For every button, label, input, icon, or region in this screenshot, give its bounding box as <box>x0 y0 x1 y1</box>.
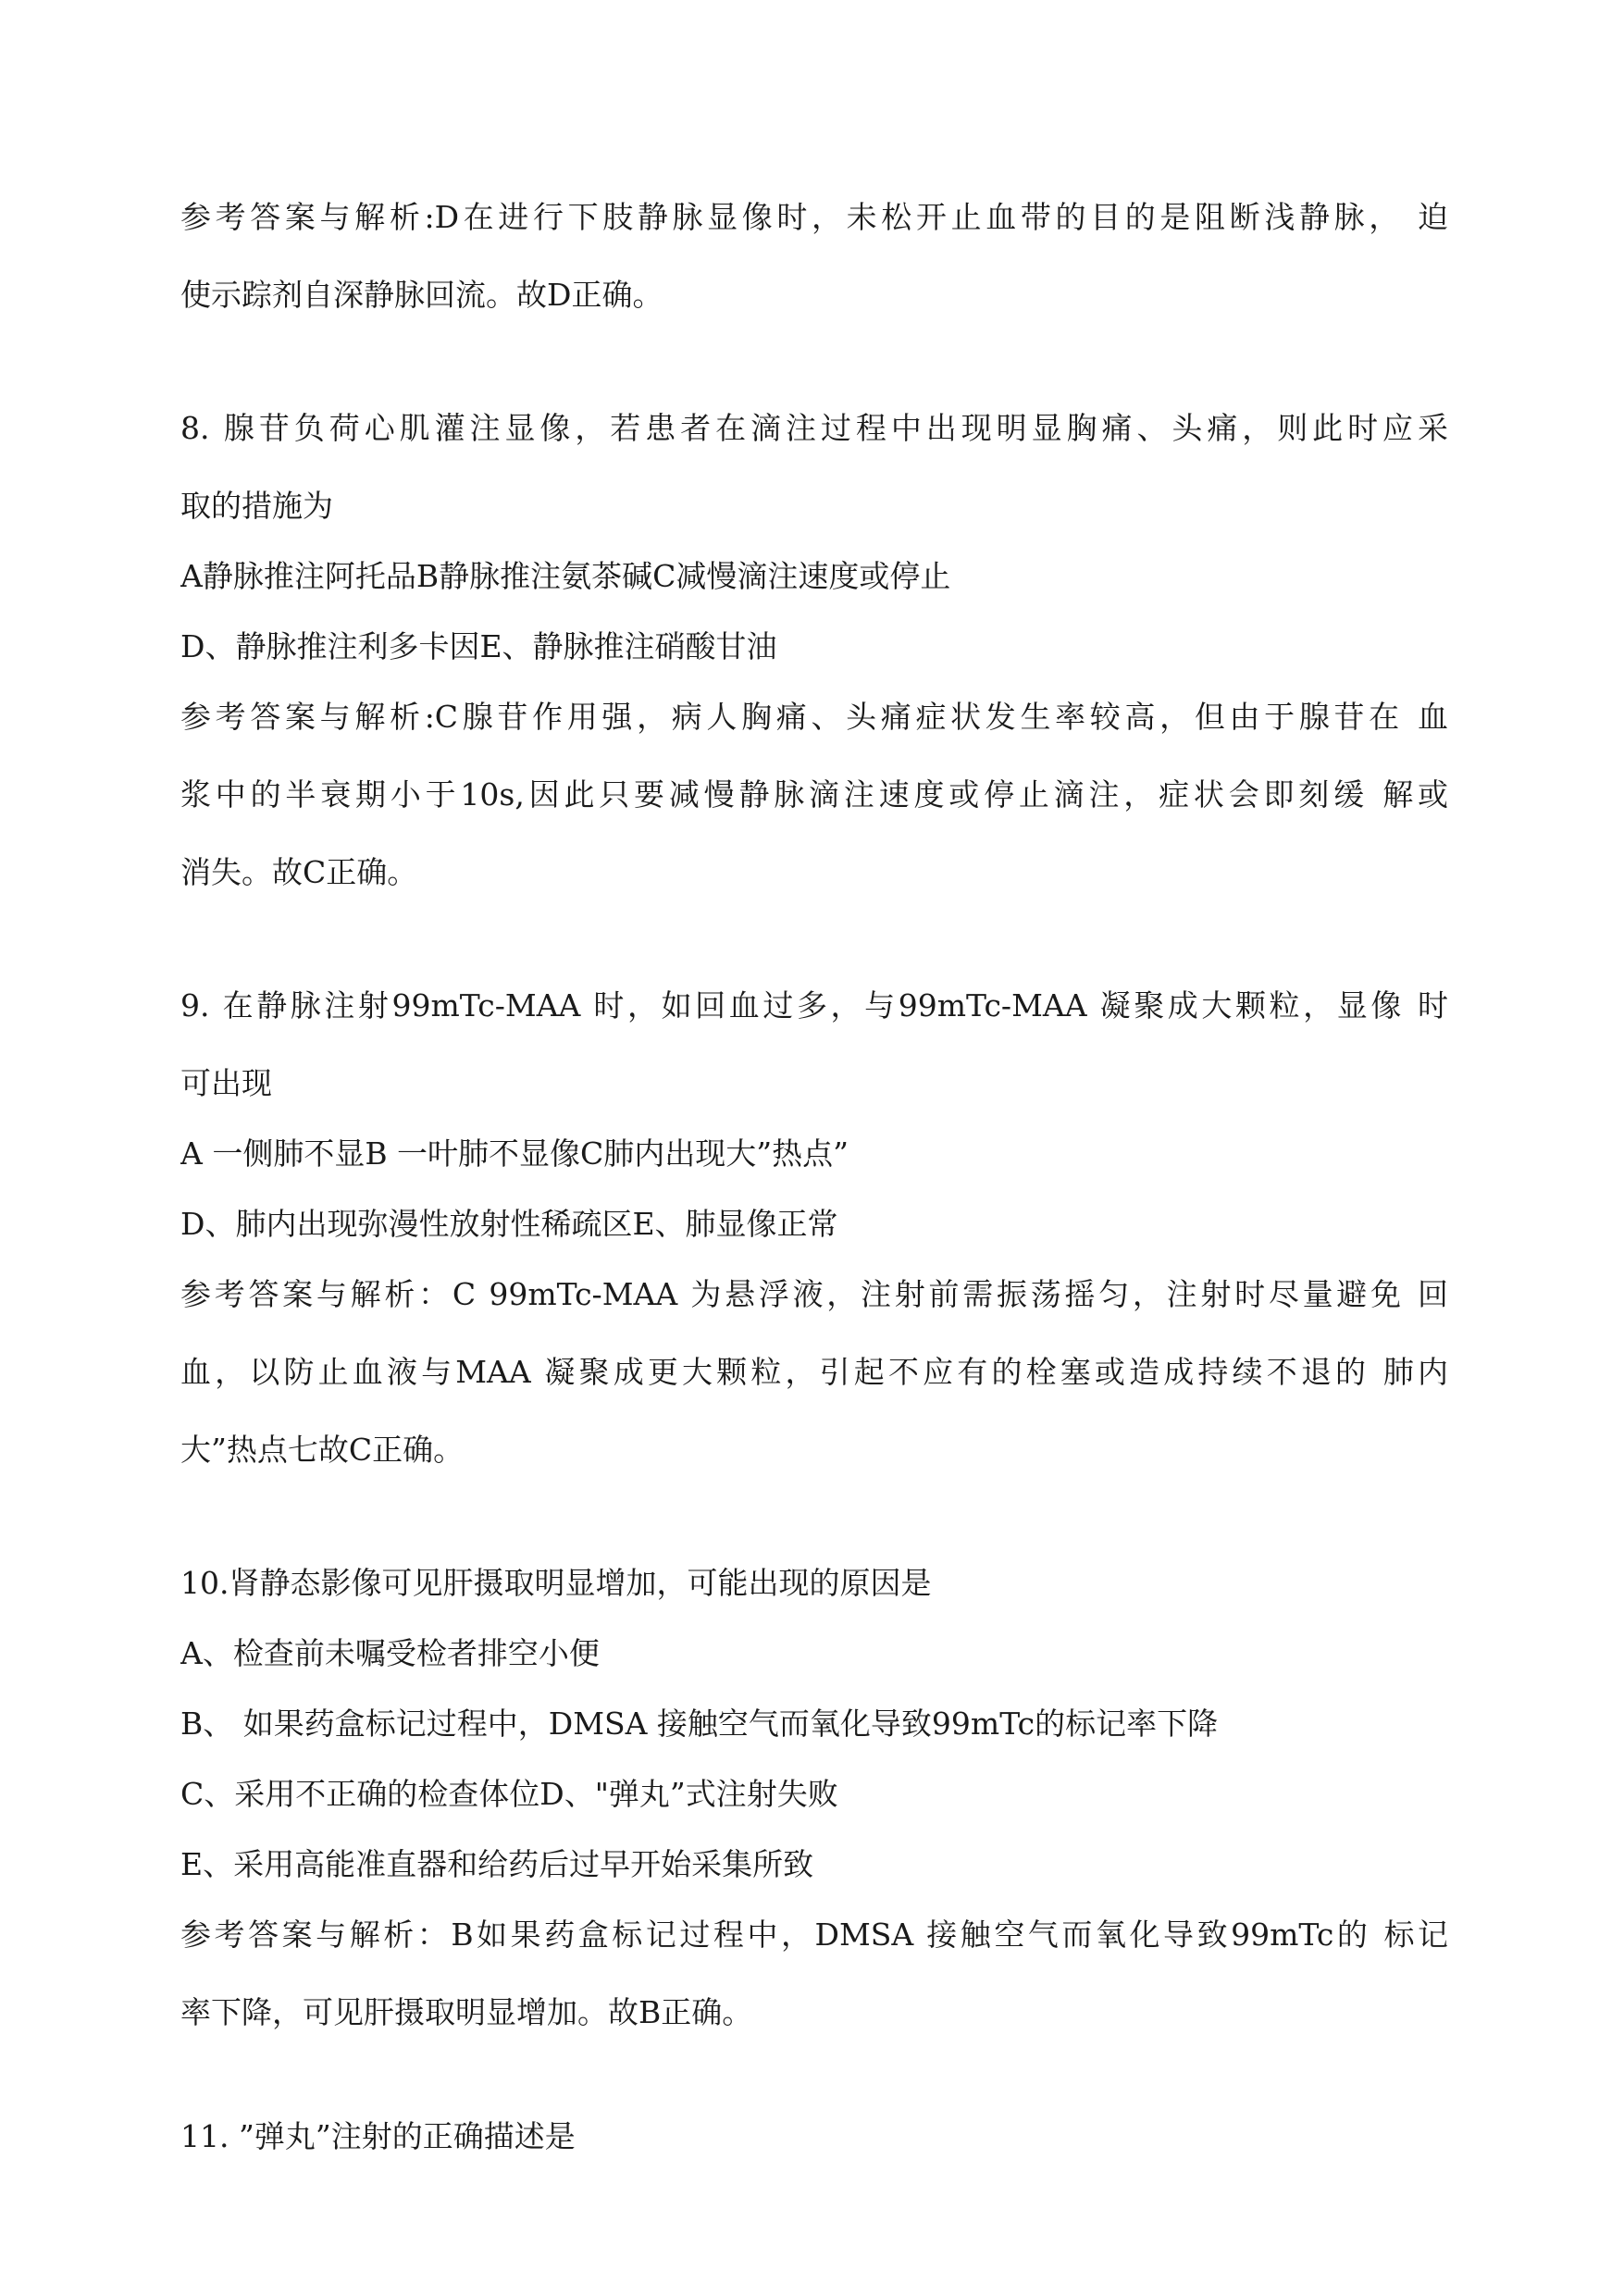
question-text: 取的措施为 <box>180 488 333 524</box>
answer-line: 大”热点七故C正确。 <box>180 1432 465 1468</box>
option-line: B、 如果药盒标记过程中，DMSA 接触空气而氧化导致99mTc的标记率下降 <box>180 1706 1219 1742</box>
question-9-block <box>180 987 1448 1469</box>
question-text: 9. 在静脉注射99mTc-MAA 时，如回血过多，与99mTc-MAA 凝聚成大颗粒，显像 时 <box>180 987 1448 1023</box>
question-10-block <box>180 1565 1448 2031</box>
question-8-block <box>180 410 1448 891</box>
option-line: A、检查前未嘱受检者排空小便 <box>180 1635 600 1671</box>
answer-line: 参考答案与解析：C 99mTc-MAA 为悬浮液，注射前需振荡摇匀，注射时尽量避免 回 <box>180 1276 1448 1312</box>
answer-line: 消失。故C正确。 <box>180 854 418 890</box>
option-line: E、采用高能准直器和给药后过早开始采集所致 <box>180 1846 814 1882</box>
answer-line: 率下降，可见肝摄取明显增加。故B正确。 <box>180 1994 753 2030</box>
answer-line: 使示踪剂自深静脉回流。故D正确。 <box>180 277 663 313</box>
answer-line: 浆中的半衰期小于10s,因此只要减慢静脉滴注速度或停止滴注，症状会即刻缓 解或 <box>180 776 1448 813</box>
answer-line: 参考答案与解析:C腺苷作用强，病人胸痛、头痛症状发生率较高，但由于腺苷在 血 <box>180 699 1448 735</box>
option-line: D、静脉推注利多卡因E、静脉推注硝酸甘油 <box>180 628 777 664</box>
question-text: 11. ”弹丸”注射的正确描述是 <box>180 2118 576 2154</box>
question-text: 8. 腺苷负荷心肌灌注显像，若患者在滴注过程中出现明显胸痛、头痛，则此时应采 <box>180 410 1448 446</box>
question-text: 可出现 <box>180 1065 272 1101</box>
answer-line: 血，以防止血液与MAA 凝聚成更大颗粒，引起不应有的栓塞或造成持续不退的 肺内 <box>180 1354 1448 1390</box>
question-text: 10.肾静态影像可见肝摄取明显增加，可能出现的原因是 <box>180 1565 932 1601</box>
answer-line: 参考答案与解析:D在进行下肢静脉显像时，未松开止血带的目的是阻断浅静脉， 迫 <box>180 199 1448 235</box>
question-11-block <box>180 2118 1448 2155</box>
option-line: C、采用不正确的检查体位D、"弹丸”式注射失败 <box>180 1776 838 1812</box>
answer-line: 参考答案与解析：B如果药盒标记过程中，DMSA 接触空气而氧化导致99mTc的 标记 <box>180 1917 1448 1953</box>
option-line: D、肺内出现弥漫性放射性稀疏区E、肺显像正常 <box>180 1206 838 1242</box>
page-content <box>180 199 1448 2155</box>
option-line: A静脉推注阿托品B静脉推注氨茶碱C减慢滴注速度或停止 <box>180 558 951 594</box>
q7-answer-block <box>180 199 1448 314</box>
option-line: A 一侧肺不显B 一叶肺不显像C肺内出现大”热点” <box>180 1135 849 1172</box>
